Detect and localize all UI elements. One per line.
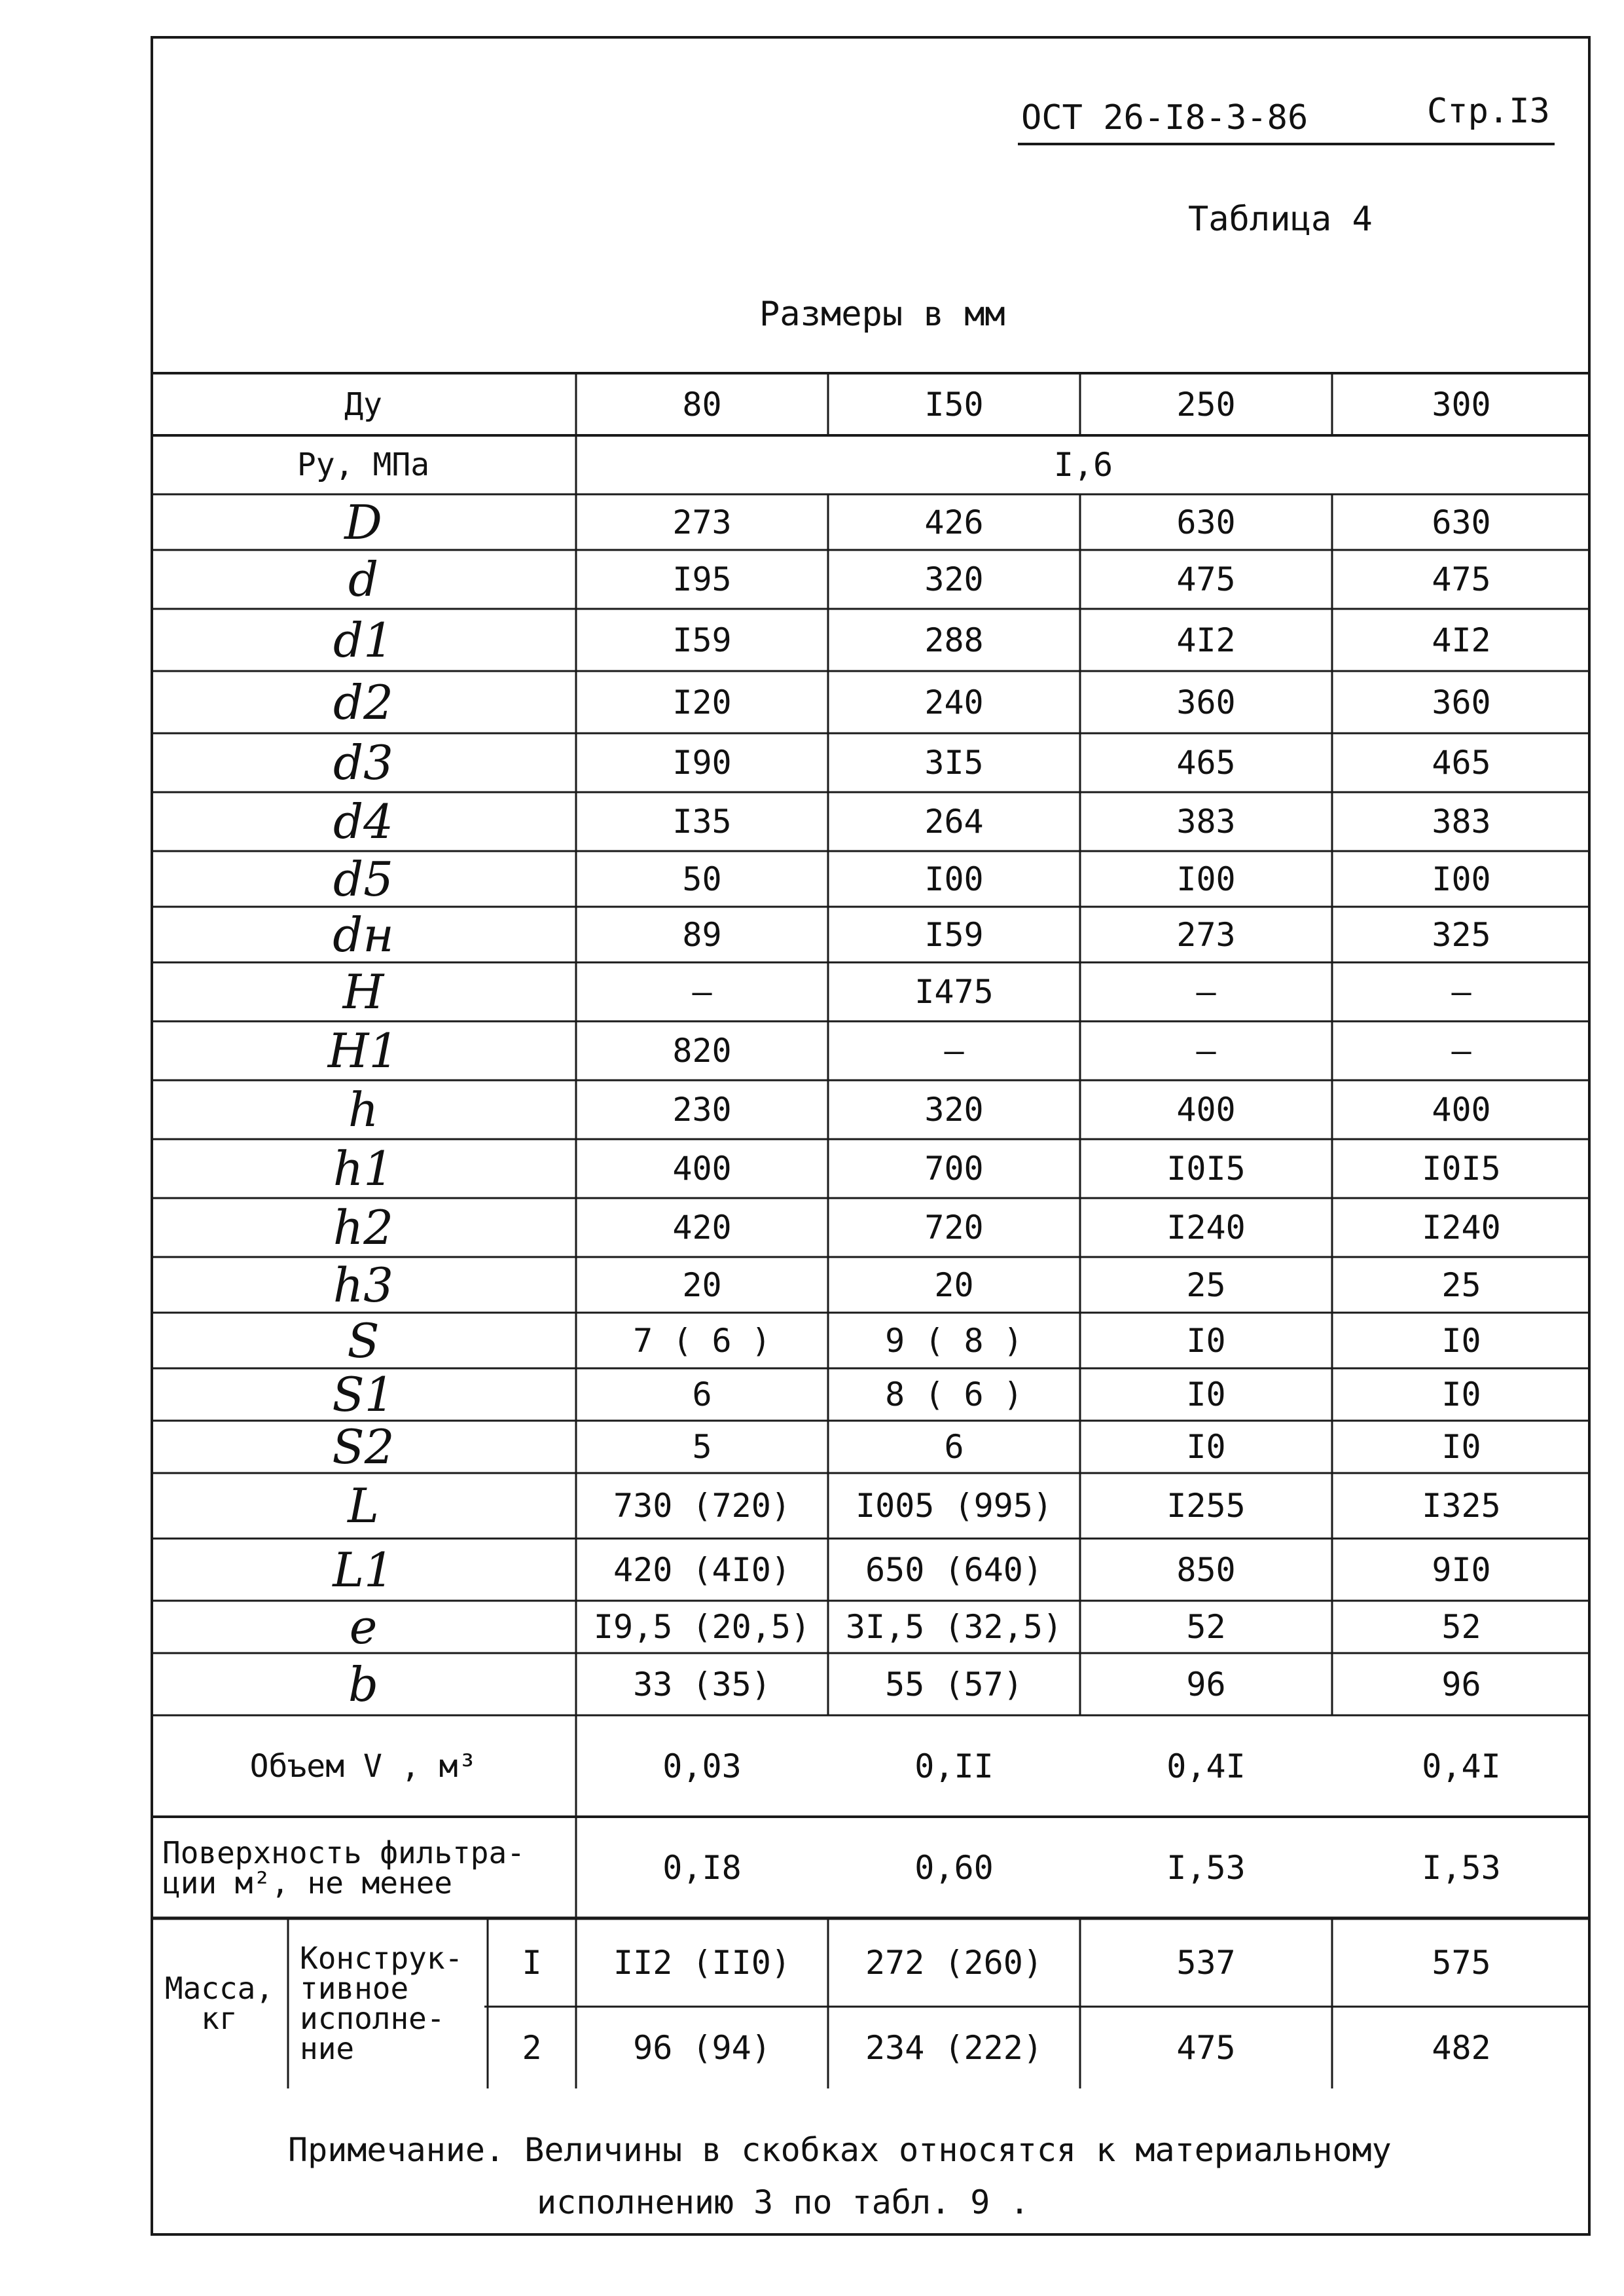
- dimension-value: 465: [1176, 744, 1236, 782]
- dimension-value: 475: [1432, 560, 1491, 598]
- dimension-symbol: L1: [333, 1542, 394, 1597]
- dimension-symbol: L: [348, 1478, 379, 1533]
- document-code: ОСТ 26-I8-3-86: [1021, 98, 1308, 137]
- dimension-symbol: h2: [333, 1200, 394, 1255]
- dimension-value: 420: [672, 1209, 732, 1247]
- note-line-2: исполнению 3 по табл. 9 .: [537, 2183, 1030, 2221]
- dimension-value: I35: [672, 803, 732, 841]
- dimension-value: 6: [944, 1428, 964, 1466]
- dimension-value: 850: [1176, 1550, 1236, 1589]
- mass-value: 482: [1432, 2028, 1491, 2067]
- dimension-value: 720: [924, 1209, 984, 1247]
- dimension-symbol: h3: [333, 1257, 394, 1313]
- dimension-symbol: d4: [333, 794, 393, 849]
- volume-label: Объем V , м³: [249, 1747, 477, 1785]
- dimension-value: 630: [1432, 503, 1491, 541]
- dimension-value: I325: [1422, 1487, 1501, 1525]
- dimension-value: 52: [1186, 1608, 1226, 1646]
- dimension-symbol: D: [344, 494, 382, 550]
- dimension-value: –: [1451, 973, 1471, 1011]
- mass-value: 575: [1432, 1943, 1491, 1982]
- dimension-value: 50: [682, 860, 722, 898]
- nominal-size-value: 80: [682, 385, 722, 424]
- dimension-value: 383: [1432, 803, 1491, 841]
- dimension-symbol: dн: [333, 907, 394, 962]
- dimension-value: I95: [672, 560, 732, 598]
- dimension-value: 9 ( 8 ): [885, 1321, 1023, 1360]
- dimension-value: I59: [672, 621, 732, 659]
- dimension-value: 325: [1432, 915, 1491, 954]
- dimension-symbol: d5: [333, 851, 393, 907]
- dimension-value: 20: [682, 1266, 722, 1304]
- dimension-value: 96: [1441, 1665, 1481, 1704]
- dimension-value: –: [944, 1032, 964, 1070]
- dimension-value: 420 (4I0): [613, 1550, 791, 1589]
- mass-value: 272 (260): [865, 1943, 1043, 1982]
- volume-value: 0,03: [662, 1747, 742, 1785]
- dimension-value: 55 (57): [885, 1665, 1023, 1704]
- dimension-value: –: [1196, 1032, 1216, 1070]
- dimension-value: I0: [1186, 1428, 1226, 1466]
- dimension-value: 5: [692, 1428, 712, 1466]
- nominal-size-value: 250: [1176, 385, 1236, 424]
- dimension-symbol: H1: [327, 1023, 399, 1078]
- dimension-value: I0: [1186, 1376, 1226, 1413]
- dimension-symbol: S1: [332, 1367, 395, 1422]
- dimension-value: I255: [1166, 1487, 1246, 1525]
- dimension-symbol: h1: [333, 1141, 394, 1196]
- dimension-value: I240: [1422, 1209, 1501, 1247]
- dimension-symbol: b: [348, 1656, 379, 1712]
- dimension-value: I0I5: [1166, 1150, 1246, 1188]
- pressure-label: Ру, МПа: [297, 446, 430, 483]
- dimension-value: 7 ( 6 ): [633, 1321, 771, 1360]
- dimension-symbol: d1: [333, 612, 393, 668]
- dimension-symbol: d2: [333, 674, 393, 730]
- nominal-size-label: Ду: [344, 386, 382, 423]
- pressure-value: I,6: [1053, 446, 1113, 484]
- dimension-value: 630: [1176, 503, 1236, 541]
- dimension-value: 52: [1441, 1608, 1481, 1646]
- mass-value: 234 (222): [865, 2028, 1043, 2067]
- dimension-symbol: H: [342, 964, 384, 1019]
- volume-value: 0,II: [914, 1747, 994, 1785]
- dimension-value: 288: [924, 621, 984, 659]
- dimension-value: I00: [1176, 860, 1236, 898]
- dimension-value: 89: [682, 915, 722, 954]
- dimension-value: 475: [1176, 560, 1236, 598]
- dimension-value: I9,5 (20,5): [593, 1608, 811, 1646]
- filter-surface-value: 0,I8: [662, 1848, 742, 1887]
- filter-surface-value: I,53: [1166, 1848, 1246, 1887]
- page-number: Стр.I3: [1427, 92, 1550, 131]
- note-line-1: Примечание. Величины в скобках относятся к материальному: [288, 2131, 1392, 2169]
- dimension-value: 96: [1186, 1665, 1226, 1704]
- dimension-value: 700: [924, 1150, 984, 1188]
- dimension-value: I59: [924, 915, 984, 954]
- dimension-symbol: S2: [332, 1419, 395, 1474]
- dimension-value: 820: [672, 1032, 732, 1070]
- dimension-symbol: S: [347, 1313, 380, 1368]
- dimension-value: 273: [1176, 915, 1236, 954]
- dimension-value: I0I5: [1422, 1150, 1501, 1188]
- dimension-value: 273: [672, 503, 732, 541]
- dimension-value: 4I2: [1176, 621, 1236, 659]
- filter-surface-label: Поверхность фильтра- ции м², не менее: [162, 1834, 525, 1901]
- dimension-value: –: [692, 973, 712, 1011]
- dimension-value: I0: [1441, 1376, 1481, 1413]
- dimension-value: 9I0: [1432, 1550, 1491, 1589]
- dimension-value: 8 ( 6 ): [885, 1376, 1023, 1413]
- dimension-symbol: e: [349, 1599, 378, 1654]
- dimension-value: 20: [934, 1266, 974, 1304]
- dimension-value: 25: [1186, 1266, 1226, 1304]
- dimension-value: I00: [1432, 860, 1491, 898]
- mass-label: Масса, кг: [164, 1971, 274, 2036]
- design-version-label: Конструк- тивное исполне- ние: [300, 1941, 463, 2066]
- design-version-number: I: [522, 1943, 542, 1982]
- dimension-value: 650 (640): [865, 1550, 1043, 1589]
- dimension-value: –: [1451, 1032, 1471, 1070]
- dimension-value: I20: [672, 683, 732, 721]
- dimension-value: 3I5: [924, 744, 984, 782]
- dimension-value: 4I2: [1432, 621, 1491, 659]
- dimension-value: 230: [672, 1091, 732, 1129]
- dimension-value: 400: [1432, 1091, 1491, 1129]
- dimension-value: 240: [924, 683, 984, 721]
- table-number: Таблица 4: [1188, 200, 1373, 239]
- dimension-value: 383: [1176, 803, 1236, 841]
- dimension-value: 320: [924, 1091, 984, 1129]
- dimension-value: 426: [924, 503, 984, 541]
- dimension-value: I0: [1441, 1428, 1481, 1466]
- nominal-size-value: I50: [924, 385, 984, 424]
- dimension-value: 400: [1176, 1091, 1236, 1129]
- dimension-value: 730 (720): [613, 1487, 791, 1525]
- dimension-value: 25: [1441, 1266, 1481, 1304]
- nominal-size-value: 300: [1432, 385, 1491, 424]
- dimension-value: I005 (995): [855, 1487, 1053, 1525]
- dimension-value: I00: [924, 860, 984, 898]
- dimension-value: I475: [914, 973, 994, 1011]
- dimension-value: 400: [672, 1150, 732, 1188]
- dimension-value: 320: [924, 560, 984, 598]
- units-caption: Размеры в мм: [759, 295, 1005, 334]
- dimension-value: I240: [1166, 1209, 1246, 1247]
- dimension-symbol: d3: [333, 735, 393, 790]
- mass-value: 475: [1176, 2028, 1236, 2067]
- dimension-symbol: h: [348, 1082, 379, 1137]
- dimension-value: 33 (35): [633, 1665, 771, 1704]
- dimension-value: I90: [672, 744, 732, 782]
- dimension-value: 3I,5 (32,5): [845, 1608, 1063, 1646]
- mass-value: 96 (94): [633, 2028, 771, 2067]
- dimension-value: I0: [1186, 1321, 1226, 1360]
- filter-surface-value: I,53: [1422, 1848, 1501, 1887]
- dimension-value: 6: [692, 1376, 712, 1413]
- mass-value: 537: [1176, 1943, 1236, 1982]
- dimension-value: 264: [924, 803, 984, 841]
- volume-value: 0,4I: [1422, 1747, 1501, 1785]
- mass-value: II2 (II0): [613, 1943, 791, 1982]
- dimension-symbol: d: [348, 552, 379, 607]
- filter-surface-value: 0,60: [914, 1848, 994, 1887]
- dimension-value: –: [1196, 973, 1216, 1011]
- design-version-number: 2: [522, 2028, 542, 2067]
- dimension-value: I0: [1441, 1321, 1481, 1360]
- dimension-value: 360: [1432, 683, 1491, 721]
- dimension-value: 465: [1432, 744, 1491, 782]
- volume-value: 0,4I: [1166, 1747, 1246, 1785]
- dimension-value: 360: [1176, 683, 1236, 721]
